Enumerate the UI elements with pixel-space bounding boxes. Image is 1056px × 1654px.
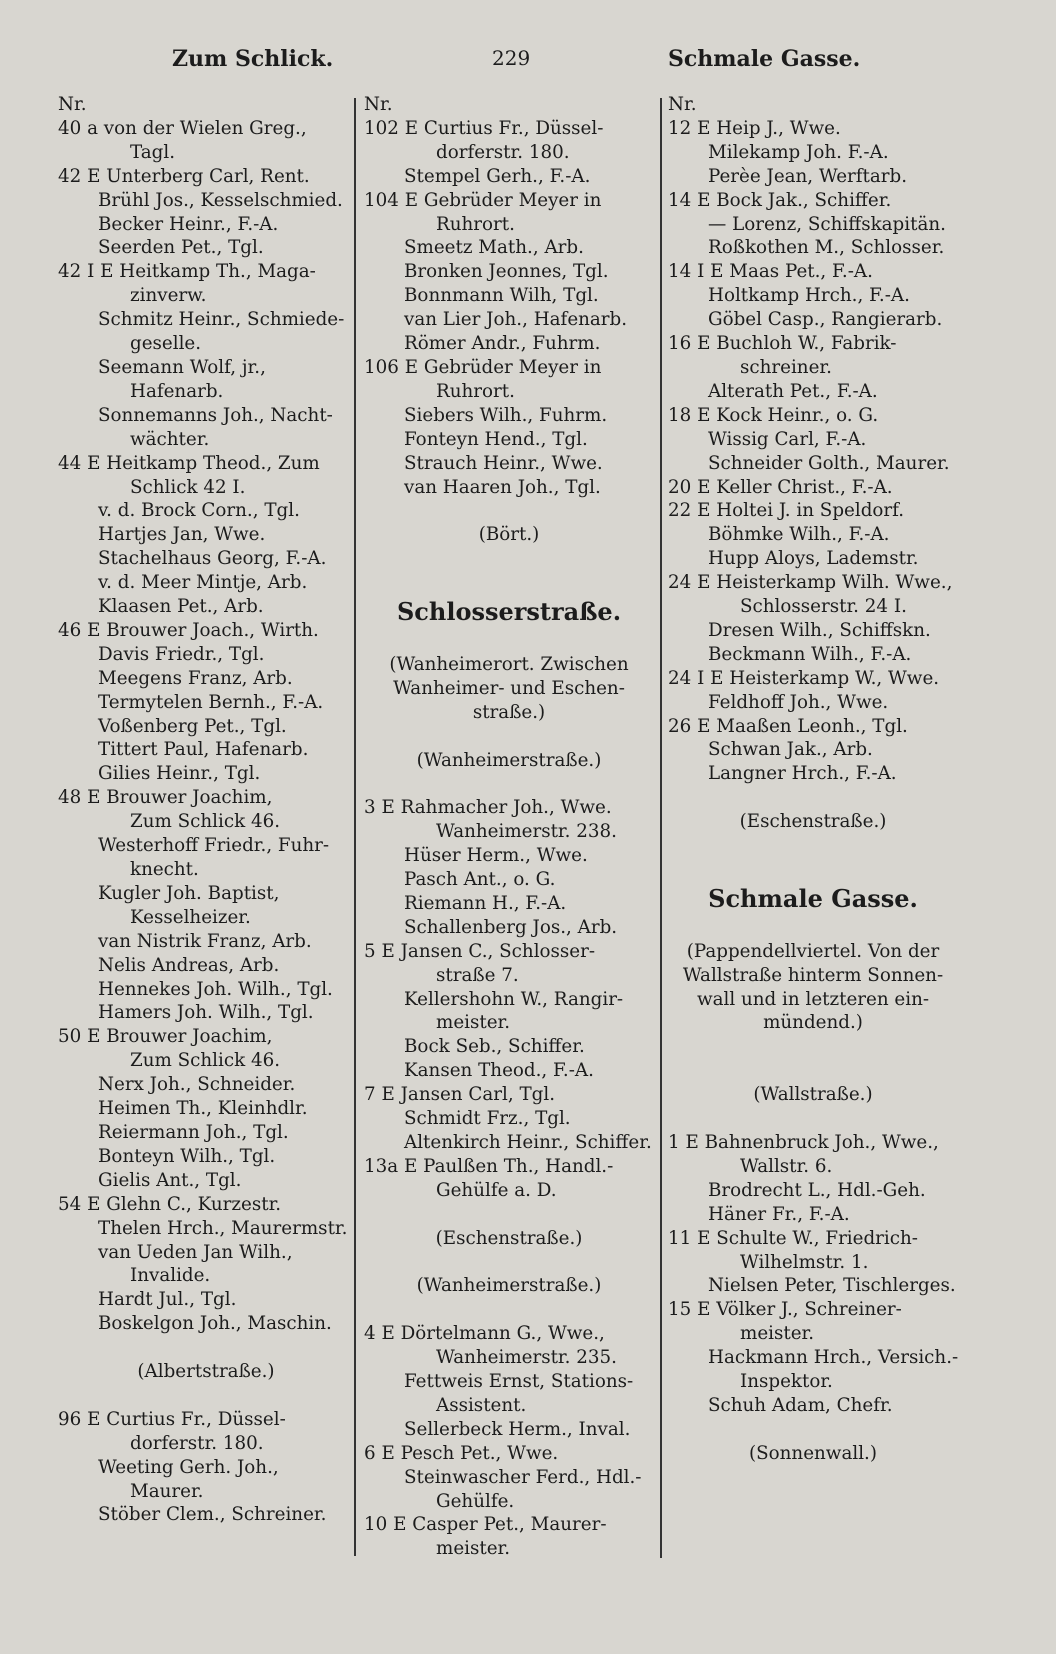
resident-line: v. d. Brock Corn., Tgl. <box>98 500 300 522</box>
resident-line: Bronken Jeonnes, Tgl. <box>404 261 609 283</box>
resident-line: Sonnemanns Joh., Nacht- <box>98 404 333 426</box>
house-entry: 42 E Unterberg Carl, Rent. <box>58 165 310 187</box>
column-heading: Nr. <box>58 94 87 115</box>
column-right <box>668 93 958 1466</box>
running-head-right: Schmale Gasse. <box>668 46 861 72</box>
continuation-line: Invalide. <box>130 1265 211 1287</box>
spacer <box>668 1418 958 1442</box>
spacer <box>364 499 654 523</box>
street-note: (Wanheimerort. Zwischen <box>389 653 629 675</box>
resident-line: Weeting Gerh. Joh., <box>98 1456 279 1478</box>
resident-line: Voßenberg Pet., Tgl. <box>98 715 287 737</box>
continuation-line: Gehülfe. <box>436 1490 515 1512</box>
continuation-line: meister. <box>436 1538 511 1560</box>
continuation-line: Ruhrort. <box>436 213 515 235</box>
spacer <box>364 725 654 749</box>
running-head-left: Zum Schlick. <box>172 46 334 72</box>
house-entry: 14 I E Maas Pet., F.-A. <box>668 261 873 283</box>
continuation-line: Zum Schlick 46. <box>130 1050 281 1072</box>
continuation-line: Wanheimerstr. 238. <box>436 821 617 843</box>
resident-line: Böhmke Wilh., F.-A. <box>708 524 890 546</box>
resident-line: Fonteyn Hend., Tgl. <box>404 428 588 450</box>
spacer <box>668 834 958 882</box>
resident-line: Steinwascher Ferd., Hdl.- <box>404 1466 642 1488</box>
resident-line: Schmidt Frz., Tgl. <box>404 1108 571 1130</box>
resident-line: Siebers Wilh., Fuhrm. <box>404 404 608 426</box>
resident-line: Hardt Jul., Tgl. <box>98 1289 237 1311</box>
house-entry: 54 E Glehn C., Kurzestr. <box>58 1193 282 1215</box>
house-entry: 40 a von der Wielen Greg., <box>58 117 307 139</box>
resident-line: Feldhoff Joh., Wwe. <box>708 691 889 713</box>
spacer <box>364 772 654 796</box>
house-entry: 44 E Heitkamp Theod., Zum <box>58 452 320 474</box>
resident-line: Brühl Jos., Kesselschmied. <box>98 189 343 211</box>
house-entry: 26 E Maaßen Leonh., Tgl. <box>668 715 908 737</box>
street-note: (Wanheimerstraße.) <box>416 749 602 771</box>
resident-line: Hennekes Joh. Wilh., Tgl. <box>98 978 333 1000</box>
continuation-line: Gehülfe a. D. <box>436 1179 557 1201</box>
house-entry: 24 E Heisterkamp Wilh. Wwe., <box>668 572 953 594</box>
street-note: (Eschenstraße.) <box>435 1227 583 1249</box>
resident-line: Schallenberg Jos., Arb. <box>404 916 618 938</box>
resident-line: Nelis Andreas, Arb. <box>98 954 280 976</box>
spacer <box>364 629 654 653</box>
house-entry: 14 E Bock Jak., Schiffer. <box>668 189 892 211</box>
street-note: (Albertstraße.) <box>137 1361 275 1383</box>
resident-line: Hackmann Hrch., Versich.- <box>708 1347 958 1369</box>
spacer <box>364 1298 654 1322</box>
column-rule-left <box>354 98 356 1556</box>
street-note: (Eschenstraße.) <box>739 811 887 833</box>
resident-line: Alterath Pet., F.-A. <box>708 380 878 402</box>
continuation-line: dorferstr. 180. <box>436 141 570 163</box>
resident-line: Tittert Paul, Hafenarb. <box>98 739 309 761</box>
resident-line: Thelen Hrch., Maurermstr. <box>98 1217 348 1239</box>
column-rule-right <box>660 98 662 1558</box>
resident-line: Stachelhaus Georg, F.-A. <box>98 548 327 570</box>
street-title: Schmale Gasse. <box>708 883 918 913</box>
column-middle <box>364 93 654 1561</box>
resident-line: Nerx Joh., Schneider. <box>98 1074 296 1096</box>
resident-line: Boskelgon Joh., Maschin. <box>98 1313 332 1335</box>
continuation-line: Wallstr. 6. <box>740 1155 833 1177</box>
continuation-line: straße 7. <box>436 964 519 986</box>
house-entry: 1 E Bahnenbruck Joh., Wwe., <box>668 1131 939 1153</box>
resident-line: Stempel Gerh., F.-A. <box>404 165 591 187</box>
resident-line: Wissig Carl, F.-A. <box>708 428 867 450</box>
resident-line: Bock Seb., Schiffer. <box>404 1036 585 1058</box>
resident-line: Altenkirch Heinr., Schiffer. <box>404 1131 652 1153</box>
continuation-line: wächter. <box>130 428 210 450</box>
resident-line: Riemann H., F.-A. <box>404 892 567 914</box>
street-note: (Wallstraße.) <box>753 1084 873 1106</box>
street-note: straße.) <box>472 701 546 723</box>
resident-line: Hamers Joh. Wilh., Tgl. <box>98 1002 314 1024</box>
house-entry: 102 E Curtius Fr., Düssel- <box>364 117 604 139</box>
resident-line: Heimen Th., Kleinhdlr. <box>98 1098 308 1120</box>
resident-line: Bonnmann Wilh, Tgl. <box>404 285 599 307</box>
page-number: 229 <box>492 46 531 70</box>
resident-line: Davis Friedr., Tgl. <box>98 643 265 665</box>
column-heading: Nr. <box>364 94 393 115</box>
resident-line: Reiermann Joh., Tgl. <box>98 1121 289 1143</box>
column-left <box>58 93 354 1527</box>
house-entry: 3 E Rahmacher Joh., Wwe. <box>364 797 612 819</box>
house-entry: 22 E Holtei J. in Speldorf. <box>668 500 905 522</box>
house-entry: 46 E Brouwer Joach., Wirth. <box>58 619 319 641</box>
resident-line: Klaasen Pet., Arb. <box>98 596 264 618</box>
continuation-line: Schlosserstr. 24 I. <box>740 596 907 618</box>
resident-line: Pasch Ant., o. G. <box>404 869 556 891</box>
spacer <box>364 1251 654 1275</box>
resident-line: Strauch Heinr., Wwe. <box>404 452 603 474</box>
street-note: (Pappendellviertel. Von der <box>686 940 940 962</box>
spacer <box>364 1203 654 1227</box>
resident-line: van Lier Joh., Hafenarb. <box>404 309 628 331</box>
resident-line: Stöber Clem., Schreiner. <box>98 1504 327 1526</box>
continuation-line: meister. <box>740 1323 815 1345</box>
house-entry: 20 E Keller Christ., F.-A. <box>668 476 893 498</box>
resident-line: Römer Andr., Fuhrm. <box>404 333 601 355</box>
resident-line: Meegens Franz, Arb. <box>98 667 293 689</box>
resident-line: Gilies Heinr., Tgl. <box>98 763 261 785</box>
continuation-line: Assistent. <box>436 1394 527 1416</box>
resident-line: Seerden Pet., Tgl. <box>98 237 264 259</box>
spacer <box>668 916 958 940</box>
resident-line: Schwan Jak., Arb. <box>708 739 873 761</box>
resident-line: Gielis Ant., Tgl. <box>98 1169 242 1191</box>
continuation-line: Hafenarb. <box>130 380 224 402</box>
resident-line: Schmitz Heinr., Schmiede- <box>98 309 345 331</box>
continuation-line: Ruhrort. <box>436 380 515 402</box>
resident-line: Westerhoff Friedr., Fuhr- <box>98 835 330 857</box>
spacer <box>668 786 958 810</box>
continuation-line: dorferstr. 180. <box>130 1432 264 1454</box>
resident-line: Smeetz Math., Arb. <box>404 237 584 259</box>
house-entry: 106 E Gebrüder Meyer in <box>364 356 602 378</box>
resident-line: Sellerbeck Herm., Inval. <box>404 1418 631 1440</box>
resident-line: Göbel Casp., Rangierarb. <box>708 309 943 331</box>
resident-line: Becker Heinr., F.-A. <box>98 213 279 235</box>
resident-line: Fettweis Ernst, Stations- <box>404 1371 634 1392</box>
street-note: Wallstraße hinterm Sonnen- <box>682 964 944 986</box>
spacer <box>668 1035 958 1083</box>
spacer <box>58 1336 354 1360</box>
street-note: (Bört.) <box>478 524 540 546</box>
resident-line: Schneider Golth., Maurer. <box>708 452 950 474</box>
resident-line: Häner Fr., F.-A. <box>708 1203 850 1225</box>
resident-line: Milekamp Joh. F.-A. <box>708 141 889 163</box>
house-entry: 16 E Buchloh W., Fabrik- <box>668 333 897 355</box>
continuation-line: meister. <box>436 1012 511 1034</box>
resident-line: Kellershohn W., Rangir- <box>404 988 624 1010</box>
resident-line: v. d. Meer Mintje, Arb. <box>98 572 308 594</box>
house-entry: 15 E Völker J., Schreiner- <box>668 1299 902 1321</box>
spacer <box>364 547 654 595</box>
resident-line: Bonteyn Wilh., Tgl. <box>98 1145 276 1167</box>
continuation-line: Wilhelmstr. 1. <box>740 1251 869 1273</box>
house-entry: 10 E Casper Pet., Maurer- <box>364 1514 607 1536</box>
street-note: wall und in letzteren ein- <box>696 988 930 1010</box>
house-entry: 50 E Brouwer Joachim, <box>58 1026 273 1048</box>
continuation-line: zinverw. <box>130 285 207 307</box>
continuation-line: Kesselheizer. <box>130 906 251 928</box>
resident-line: Langner Hrch., F.-A. <box>708 763 897 785</box>
spacer <box>668 1107 958 1131</box>
continuation-line: Schlick 42 I. <box>130 476 246 498</box>
house-entry: 96 E Curtius Fr., Düssel- <box>58 1408 286 1430</box>
resident-line: Roßkothen M., Schlosser. <box>708 237 945 259</box>
house-entry: 12 E Heip J., Wwe. <box>668 117 841 139</box>
resident-line: Termytelen Bernh., F.-A. <box>98 691 324 713</box>
house-entry: 104 E Gebrüder Meyer in <box>364 189 602 211</box>
resident-line: Dresen Wilh., Schiffskn. <box>708 619 931 641</box>
continuation-line: knecht. <box>130 859 199 880</box>
resident-line: Kugler Joh. Baptist, <box>98 882 280 904</box>
resident-line: Hupp Aloys, Lademstr. <box>708 548 919 570</box>
spacer <box>58 1384 354 1408</box>
continuation-line: Maurer. <box>130 1480 204 1502</box>
resident-line: Seemann Wolf, jr., <box>98 356 266 378</box>
resident-line: van Haaren Joh., Tgl. <box>404 476 601 498</box>
resident-line: Hartjes Jan, Wwe. <box>98 524 266 546</box>
street-note: Wanheimer- und Eschen- <box>393 677 625 699</box>
house-entry: 7 E Jansen Carl, Tgl. <box>364 1084 556 1106</box>
house-entry: 6 E Pesch Pet., Wwe. <box>364 1442 559 1464</box>
continuation-line: Zum Schlick 46. <box>130 811 281 833</box>
house-entry: 42 I E Heitkamp Th., Maga- <box>58 261 316 283</box>
house-entry: 11 E Schulte W., Friedrich- <box>668 1227 918 1249</box>
continuation-line: schreiner. <box>740 356 832 378</box>
street-note: (Sonnenwall.) <box>749 1442 877 1464</box>
street-note: (Wanheimerstraße.) <box>416 1275 602 1297</box>
resident-line: Schuh Adam, Chefr. <box>708 1394 893 1416</box>
resident-line: Perèe Jean, Werftarb. <box>708 165 908 187</box>
continuation-line: geselle. <box>130 333 202 355</box>
column-heading: Nr. <box>668 94 697 115</box>
continuation-line: Wanheimerstr. 235. <box>436 1347 617 1369</box>
resident-line: Kansen Theod., F.-A. <box>404 1060 594 1082</box>
resident-line: Brodrecht L., Hdl.-Geh. <box>708 1179 926 1201</box>
resident-line: Nielsen Peter, Tischlerges. <box>708 1275 956 1297</box>
continuation-line: Tagl. <box>130 141 176 163</box>
resident-line: Beckmann Wilh., F.-A. <box>708 643 912 665</box>
resident-line: Hüser Herm., Wwe. <box>404 845 588 867</box>
house-entry: 4 E Dörtelmann G., Wwe., <box>364 1323 605 1345</box>
resident-line: Holtkamp Hrch., F.-A. <box>708 285 910 307</box>
street-title: Schlosserstraße. <box>396 597 622 626</box>
continuation-line: Inspektor. <box>740 1371 833 1393</box>
resident-line: van Nistrik Franz, Arb. <box>98 930 312 952</box>
house-entry: 13a E Paulßen Th., Handl.- <box>364 1155 614 1177</box>
resident-line: van Ueden Jan Wilh., <box>98 1241 293 1263</box>
resident-line: — Lorenz, Schiffskapitän. <box>708 213 946 235</box>
house-entry: 48 E Brouwer Joachim, <box>58 787 273 809</box>
house-entry: 18 E Kock Heinr., o. G. <box>668 404 879 426</box>
street-note: mündend.) <box>763 1012 863 1034</box>
house-entry: 24 I E Heisterkamp W., Wwe. <box>668 667 940 689</box>
house-entry: 5 E Jansen C., Schlosser- <box>364 940 596 962</box>
